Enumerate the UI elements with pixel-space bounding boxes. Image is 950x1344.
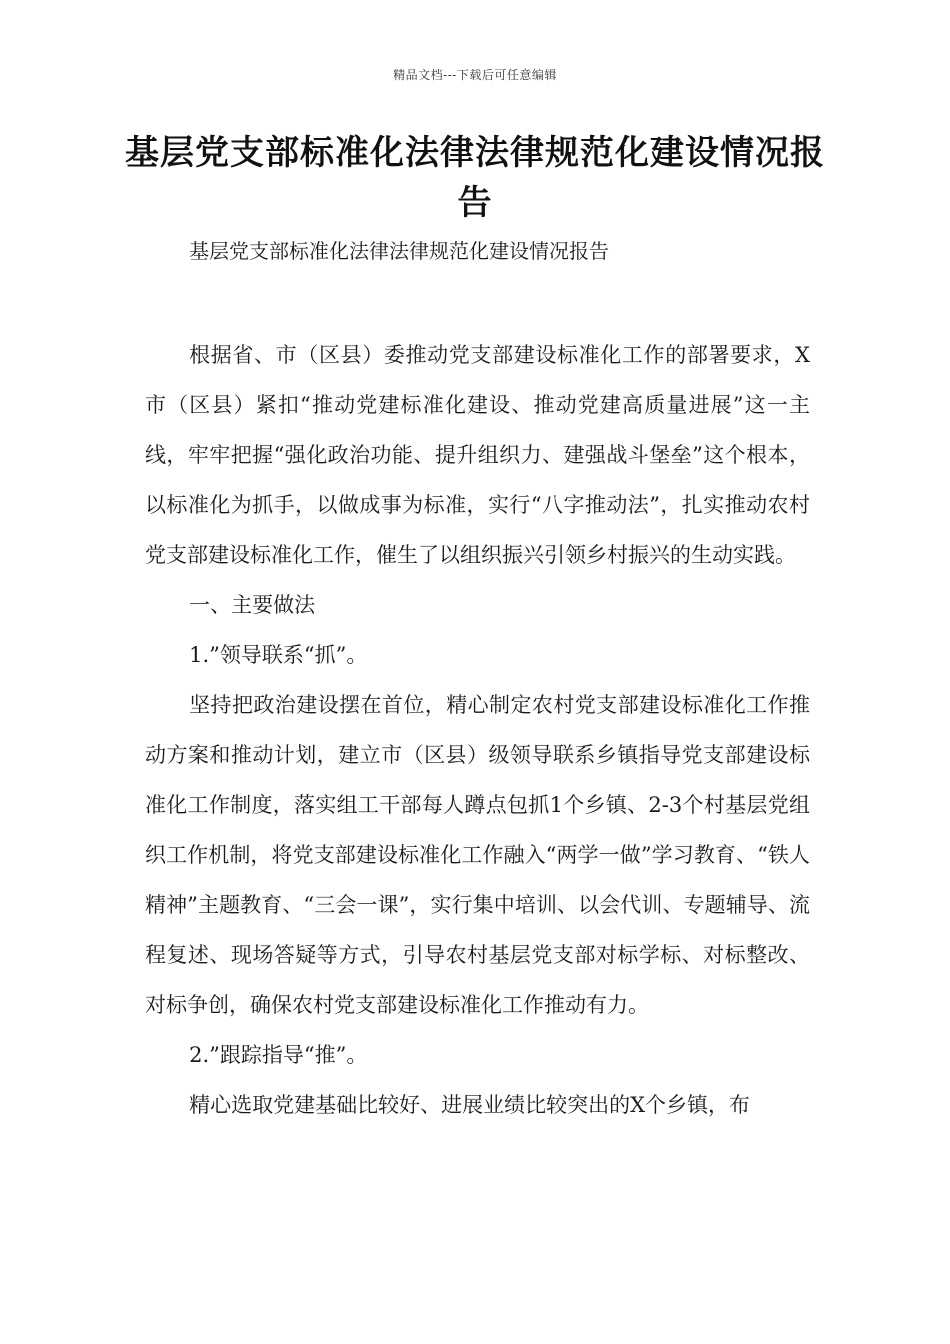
subheading-2: 2.”跟踪指导“推”。 <box>189 1043 368 1067</box>
document-body <box>145 330 810 1130</box>
subheading-1: 1.”领导联系“抓”。 <box>189 643 368 667</box>
header-note: 精品文档---下载后可任意编辑 <box>393 68 557 82</box>
paragraph-intro: 根据省、市（区县）委推动党支部建设标准化工作的部署要求，X市（区县）紧扣“推动党建标准化建设、推动党建高质量进展”这一主线，牢牢把握“强化政治功能、提升组织力、建强战斗堡垒”这个根本，以标准化为抓手，以做成事为标准，实行“八字推动法”，扎实推动农村党支部建设标准化工作，催生了以组织振兴引领乡村振兴的生动实践。 <box>145 343 810 567</box>
paragraph-1: 坚持把政治建设摆在首位，精心制定农村党支部建设标准化工作推动方案和推动计划，建立市（区县）级领导联系乡镇指导党支部建设标准化工作制度，落实组工干部每人蹲点包抓1个乡镇、2-3个村基层党组织工作机制，将党支部建设标准化工作融入“两学一做”学习教育、“铁人精神”主题教育、“三会一课”，实行集中培训、以会代训、专题辅导、流程复述、现场答疑等方式，引导农村基层党支部对标学标、对标整改、对标争创，确保农村党支部建设标准化工作推动有力。 <box>145 693 810 1017</box>
document-title: 基层党支部标准化法律法律规范化建设情况报告 <box>125 133 825 223</box>
document-subtitle: 基层党支部标准化法律法律规范化建设情况报告 <box>189 239 609 263</box>
section-heading: 一、主要做法 <box>189 593 316 617</box>
paragraph-2: 精心选取党建基础比较好、进展业绩比较突出的X个乡镇，布 <box>189 1093 751 1117</box>
